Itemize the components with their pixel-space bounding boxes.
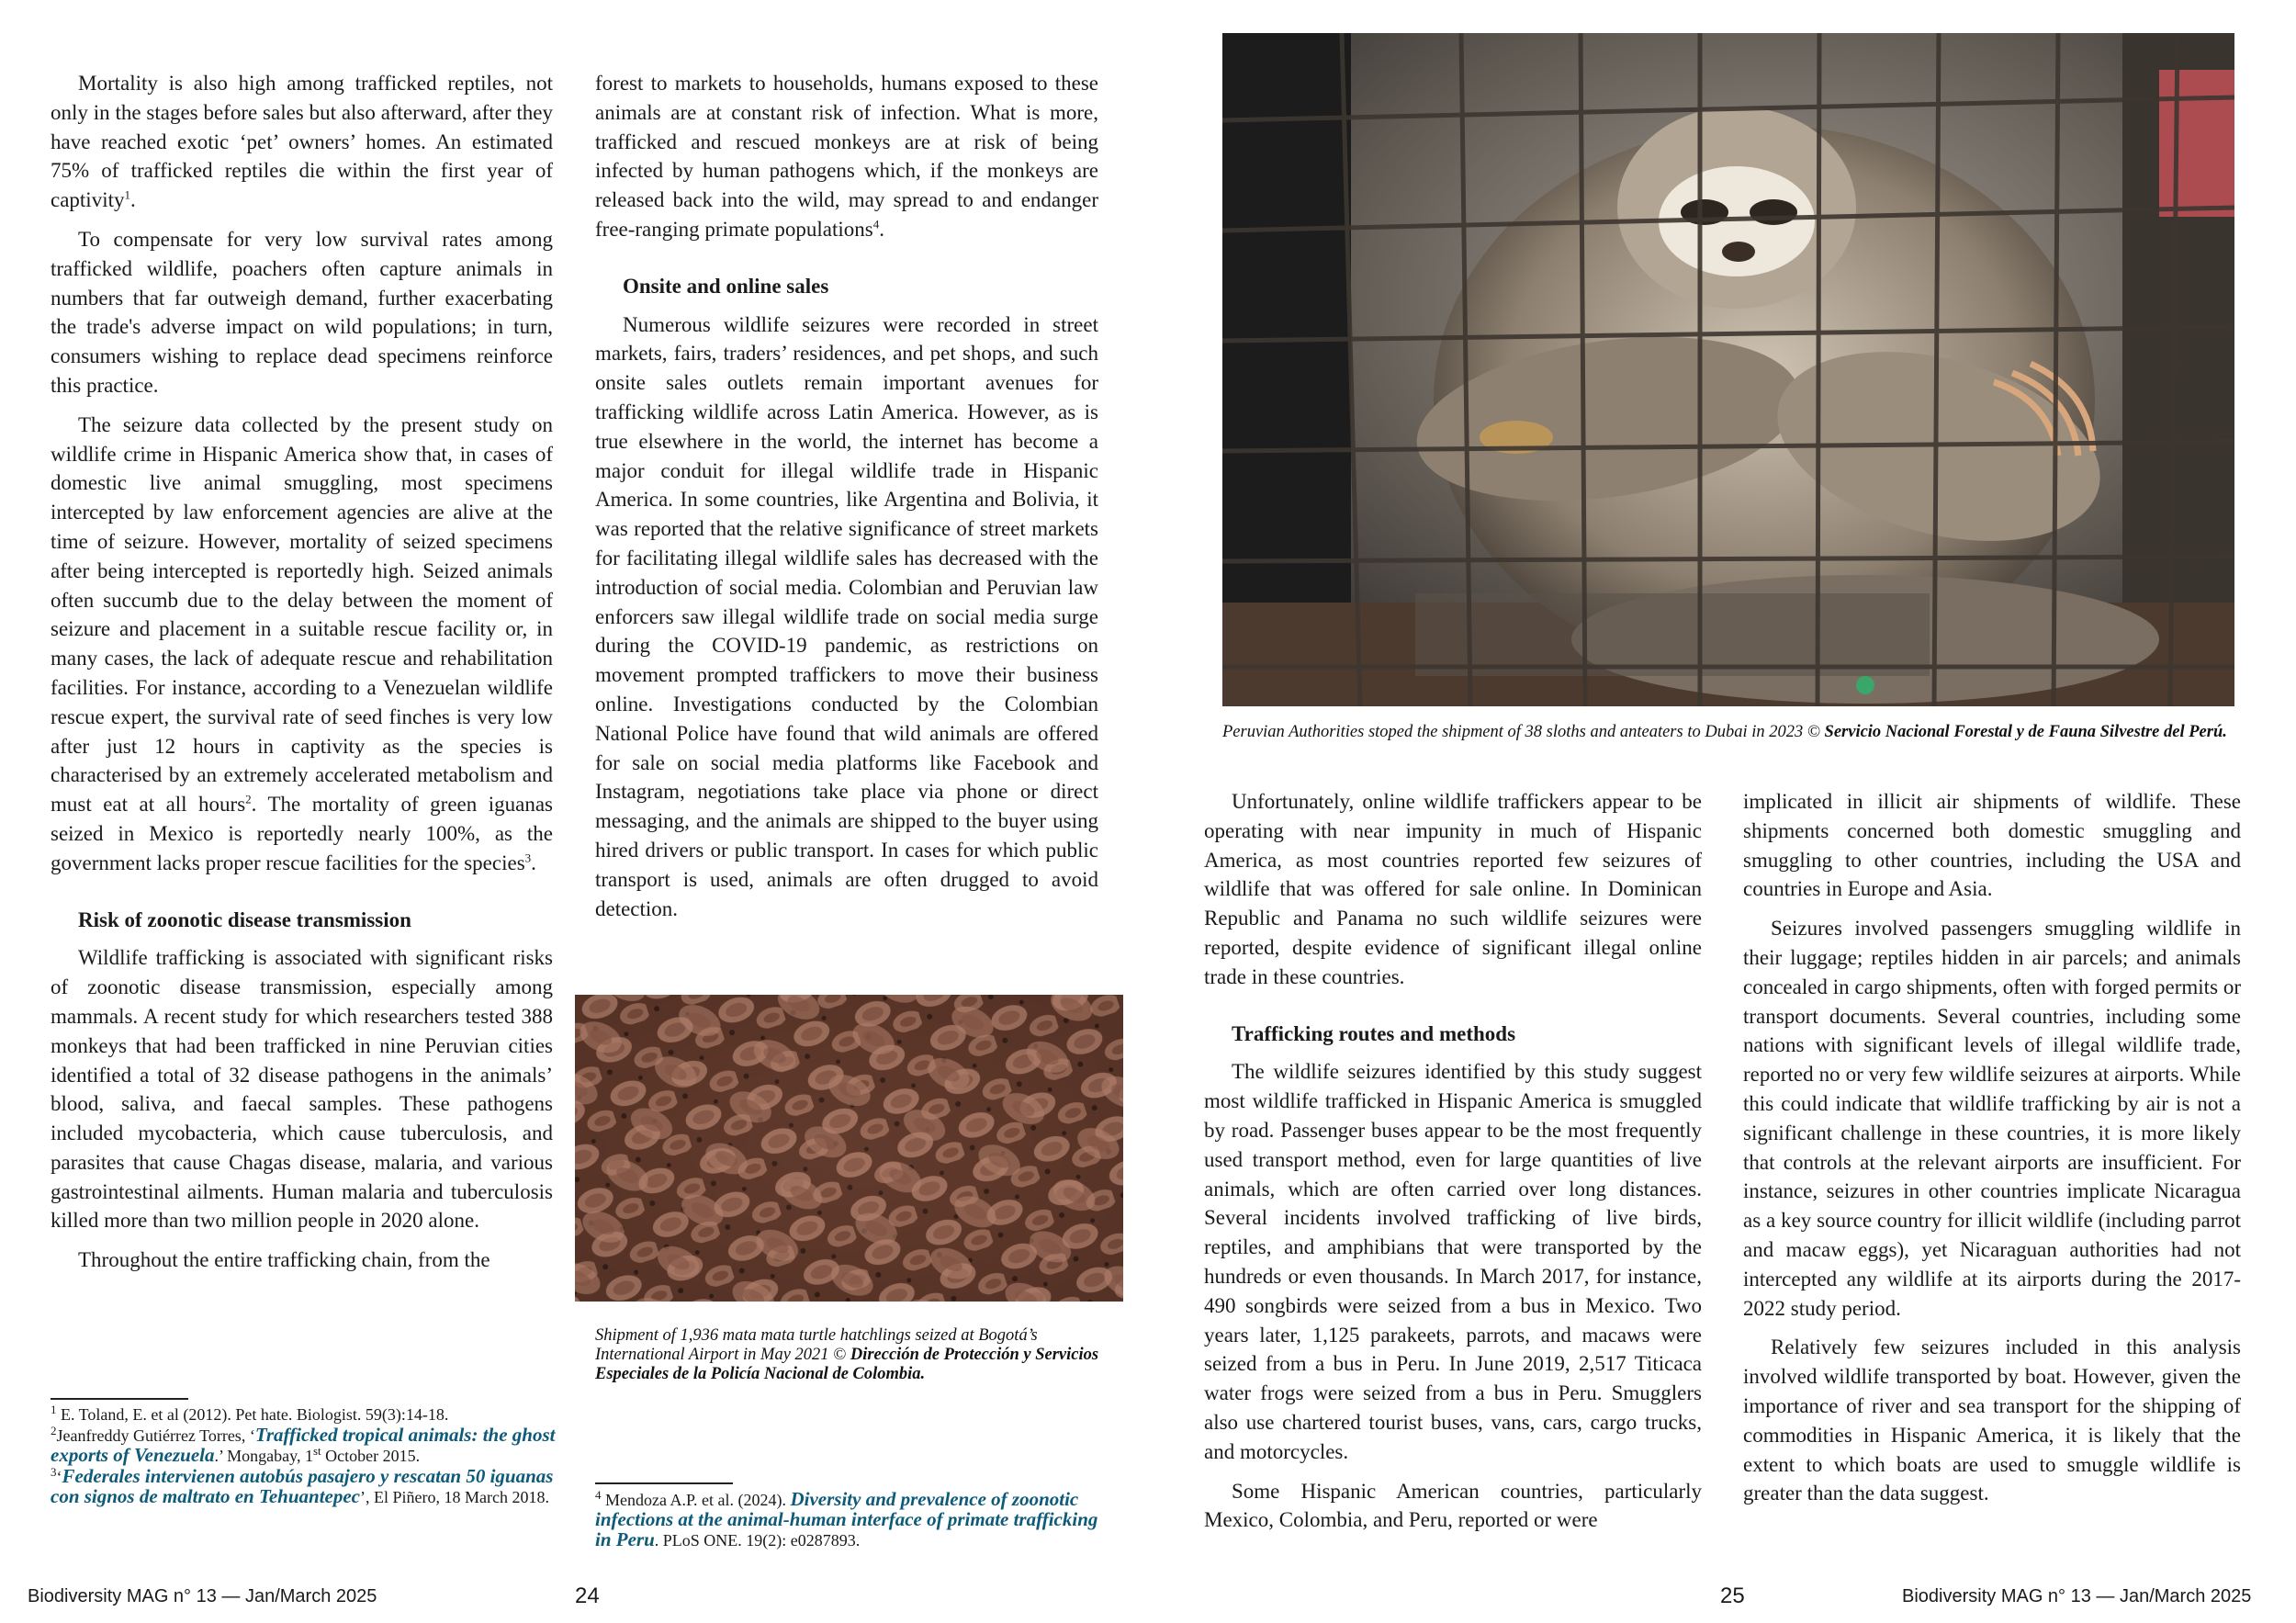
footnote-2: $^2$Jeanfreddy Gutiérrez Torres, ‘Trafficked tropical animals: the ghost exports of Venezuela.’ Mongabay, 1st October 2015. (51, 1424, 556, 1466)
paragraph: Relatively few seizures included in this analysis involved wildlife transported by boat. However, given the importance of river and sea transport for the shipping of commodities in Hispanic America, it is likely that the extent to which boats are used to smuggle wildlife is greater than the data suggest. (1743, 1336, 2241, 1505)
section-heading: Onsite and online sales (623, 274, 829, 298)
paragraph: implicated in illicit air shipments of wildlife. These shipments concerned both domestic smuggling and smuggling to other countries, including the USA and countries in Europe and Asia. (1743, 790, 2241, 901)
paragraph: To compensate for very low survival rates among trafficked wildlife, poachers often capture animals in numbers that far outweigh demand, further exacerbating the trade's adverse impact on wild populations; in turn, consumers wishing to replace dead specimens reinforce this practice. (51, 227, 553, 397)
sloth-photo (1222, 33, 2234, 706)
paragraph: The wildlife seizures identified by this study suggest most wildlife trafficked in Hispanic America is smuggled by road. Passenger buses appear to be the most frequently used transport method, even for large quantities of live animals, which are often carried over long distances. Several incidents involved trafficking of live birds, reptiles, and amphibians that were transported by the hundreds or even thousands. In March 2017, for instance, 490 songbirds were seized from a bus in Mexico. Two years later, 1,125 parakeets, parrots, and macaws were seized from a bus in Peru. In June 2019, 2,517 Titicaca water frogs were seized from a bus in Peru. Smugglers also use chartered tourist buses, vans, cars, cargo trucks, and motorcycles. (1204, 1060, 1702, 1463)
right-column-1 (1204, 787, 1702, 1535)
footnote-1: $^1$ E. Toland, E. et al (2012). Pet hate. Biologist. 59(3):14-18. (51, 1403, 449, 1424)
paragraph: Throughout the entire trafficking chain, from the (78, 1248, 490, 1272)
footnotes-left (51, 1398, 556, 1508)
paragraph: Wildlife trafficking is associated with significant risks of zoonotic disease transmission, especially among mammals. A recent study for which researchers tested 388 monkeys that had been trafficked in nine Peruvian cities identified a total of 32 disease pathogens in the animals’ blood, saliva, and faecal samples. These pathogens included mycobacteria, which cause tuberculosis, and parasites that cause Chagas disease, malaria, and various gastrointestinal ailments. Human malaria and tuberculosis killed more than two million people in 2020 alone. (51, 946, 553, 1233)
footnote-rule (51, 1398, 188, 1400)
page-number-right: 25 (1720, 1584, 1745, 1608)
left-column-1 (51, 69, 553, 1275)
right-column-2 (1743, 787, 2241, 1508)
footnote-rule (595, 1482, 733, 1484)
footnote-col2 (595, 1482, 1109, 1551)
left-column-2 (595, 69, 1098, 933)
footer-right: Biodiversity MAG n° 13 — Jan/March 2025 (1902, 1586, 2252, 1606)
turtle-photo-caption: Shipment of 1,936 mata mata turtle hatchlings seized at Bogotá’s International Airport in May 2021 © Dirección de Protección y Servicios Especiales de la Policía Nacional de Colombia. (595, 1326, 1099, 1383)
sloth-in-cage-image (1222, 33, 2234, 706)
turtle-hatchlings-photo (575, 995, 1123, 1302)
footnote-3: $^3$‘Federales intervienen autobús pasajero y rescatan 50 iguanas con signos de maltrato en Tehuantepec’, El Piñero, 18 March 2018. (51, 1465, 554, 1507)
page-number-left: 24 (575, 1584, 600, 1608)
footnote-link[interactable]: Diversity and prevalence of zoonotic infections at the animal-human interface of primate trafficking in Peru (595, 1488, 1098, 1550)
paragraph: Numerous wildlife seizures were recorded in street markets, fairs, traders’ residences, and pet shops, and such onsite sales outlets remain important avenues for trafficking wildlife across Latin America. However, as is true elsewhere in the world, the internet has become a major conduit for illegal wildlife trade in Hispanic America. In some countries, like Argentina and Bolivia, it was reported that the relative significance of street markets for facilitating illegal wildlife sales has decreased with the introduction of social media. Colombian and Peruvian law enforcers saw illegal wildlife trade on social media surge during the COVID-19 pandemic, as restrictions on movement prompted traffickers to move their business online. Investigations conducted by the Colombian National Police have found that wild animals are offered for sale on social media platforms like Facebook and Instagram, negotiations take place via phone or direct messaging, and the animals are shipped to the buyer using hired drivers or public transport. In cases for which public transport is used, animals are often drugged to avoid detection. (595, 312, 1098, 920)
section-heading: Trafficking routes and methods (1232, 1021, 1516, 1045)
footnote-link[interactable]: Trafficked tropical animals: the ghost exports of Venezuela (51, 1424, 556, 1466)
section-heading: Risk of zoonotic disease transmission (78, 907, 411, 931)
turtle-hatchlings-image (575, 995, 1123, 1302)
paragraph: Mortality is also high among trafficked reptiles, not only in the stages before sales but also afterward, after they have reached exotic ‘pet’ owners’ homes. An estimated 75% of trafficked reptiles die within the first year of captivity$^1$. (51, 72, 553, 212)
paragraph: forest to markets to households, humans exposed to these animals are at constant risk of infection. What is more, trafficked and rescued monkeys are at risk of being infected by human pathogens which, if the monkeys are released back into the wild, may spread to and endanger free-ranging primate populations$^4$. (595, 72, 1098, 241)
sloth-photo-caption: Peruvian Authorities stoped the shipment of 38 sloths and anteaters to Dubai in 2023 © Servicio Nacional Forestal y de Fauna Silvestre del Perú. (1222, 723, 2227, 741)
paragraph: Unfortunately, online wildlife traffickers appear to be operating with near impunity in much of Hispanic America, as most countries reported few seizures of wildlife that was offered for sale online. In Dominican Republic and Panama no such wildlife seizures were reported, despite evidence of significant illegal online trade in these countries. (1204, 790, 1702, 988)
footnote-link[interactable]: Federales intervienen autobús pasajero y rescatan 50 iguanas con signos de maltrato en Tehuantepec (51, 1465, 554, 1507)
footer-left: Biodiversity MAG n° 13 — Jan/March 2025 (28, 1586, 377, 1606)
footnote-4: $^4$ Mendoza A.P. et al. (2024). Diversity and prevalence of zoonotic infections at the animal-human interface of primate trafficking in Peru. PLoS ONE. 19(2): e0287893. (595, 1488, 1098, 1550)
paragraph: Some Hispanic American countries, particularly Mexico, Colombia, and Peru, reported or were (1204, 1479, 1702, 1532)
paragraph: Seizures involved passengers smuggling wildlife in their luggage; reptiles hidden in air parcels; and animals concealed in cargo shipments, often with forged permits or transport documents. Several countries, including some nations with significant levels of illegal wildlife trade, reported no or very few wildlife seizures at airports. While this could indicate that wildlife trafficking by air is not a significant challenge in these countries, it is more likely that controls at the relevant airports are insufficient. For instance, seizures in other countries implicate Nicaragua as a key source country for illicit wildlife (including parrot and macaw eggs), yet Nicaraguan authorities had not intercepted any wildlife at its airports during the 2017-2022 study period. (1743, 917, 2241, 1320)
paragraph: The seizure data collected by the present study on wildlife crime in Hispanic America show that, in cases of domestic live animal smuggling, most specimens intercepted by law enforcement agencies are alive at the time of seizure. However, mortality of seized specimens after being intercepted is reportedly high. Seized animals often succumb due to the delay between the moment of seizure and placement in a suitable rescue facility or, in many cases, the lack of adequate rescue and rehabilitation facilities. For instance, according to a Venezuelan wildlife rescue expert, the survival rate of seed finches is very low after just 12 hours in captivity as the species is characterised by an extremely accelerated metabolism and must eat at all hours$^2$. The mortality of green iguanas seized in Mexico is reportedly nearly 100%, as the government lacks proper rescue facilities for the species$^3$. (51, 412, 553, 874)
